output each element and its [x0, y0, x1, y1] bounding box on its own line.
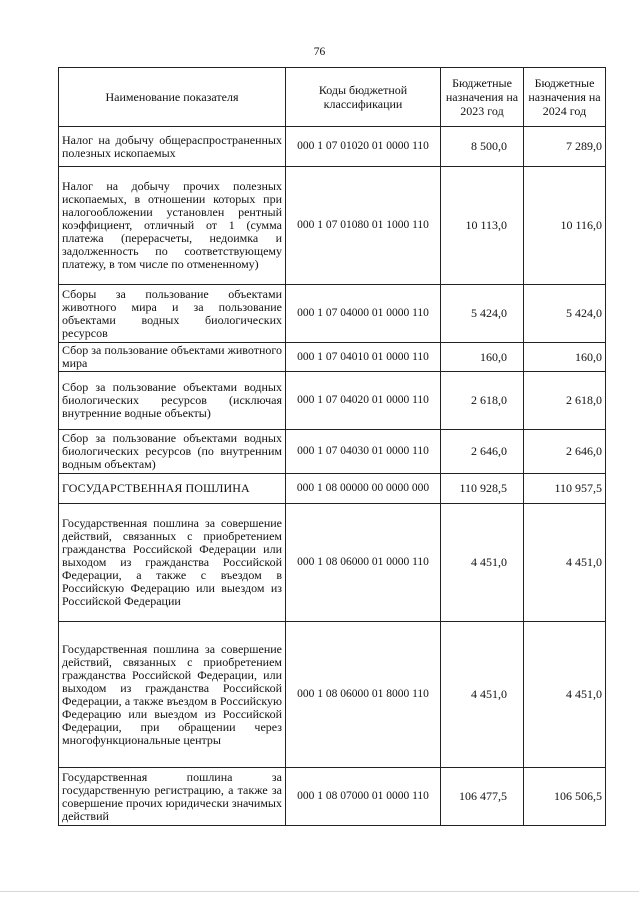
row-name: Государственная пошлина за совершение действий, связанных с приобретением гражданства Российской Федерации или выходом из гражданства Российской Федерации, а также с въездом в Российскую Федерацию или выездом из Российской Федерации — [59, 504, 286, 622]
row-value-2023: 5 424,0 — [441, 285, 524, 343]
row-value-2023: 106 477,5 — [441, 768, 524, 826]
table-row — [59, 127, 606, 167]
row-name: Государственная пошлина за совершение действий, связанных с приобретением гражданства Российской Федерации, или выходом из гражданства Российской Федерации, а также въездом в Российскую Федерацию или выездом из Российской Федерации, при обращении через многофункциональные центры — [59, 622, 286, 768]
page-number: 76 — [313, 46, 326, 58]
table-row — [59, 167, 606, 285]
row-value-2024: 2 646,0 — [524, 430, 606, 474]
row-code: 000 1 07 04000 01 0000 110 — [286, 285, 441, 343]
row-name: Сбор за пользование объектами водных биологических ресурсов (по внутренним водным объектам) — [59, 430, 286, 474]
row-value-2024: 4 451,0 — [524, 504, 606, 622]
row-name: Сборы за пользование объектами животного мира и за пользование объектами водных биологических ресурсов — [59, 285, 286, 343]
row-code: 000 1 07 01020 01 0000 110 — [286, 127, 441, 167]
row-code: 000 1 08 00000 00 0000 000 — [286, 474, 441, 504]
section-name: ГОСУДАРСТВЕННАЯ ПОШЛИНА — [59, 474, 286, 504]
table-row — [59, 622, 606, 768]
row-value-2023: 160,0 — [441, 343, 524, 372]
row-value-2023: 110 928,5 — [441, 474, 524, 504]
row-code: 000 1 08 07000 01 0000 110 — [286, 768, 441, 826]
page-bottom-divider — [0, 891, 639, 892]
row-code: 000 1 07 04020 01 0000 110 — [286, 372, 441, 430]
table-row — [59, 343, 606, 372]
row-name: Налог на добычу прочих полезных ископаемых, в отношении которых при налогообложении установлен рентный коэффициент, отличный от 1 (сумма платежа (перерасчеты, недоимка и задолженность по соответствующему платежу, в том числе по отмененному) — [59, 167, 286, 285]
row-name: Сбор за пользование объектами животного мира — [59, 343, 286, 372]
row-value-2024: 160,0 — [524, 343, 606, 372]
row-value-2023: 2 618,0 — [441, 372, 524, 430]
table-row — [59, 285, 606, 343]
row-code: 000 1 08 06000 01 0000 110 — [286, 504, 441, 622]
header-budget-2023: Бюджетные назначения на 2023 год — [441, 68, 524, 127]
table-row — [59, 504, 606, 622]
budget-table — [58, 67, 606, 826]
row-code: 000 1 07 04030 01 0000 110 — [286, 430, 441, 474]
table-row — [59, 430, 606, 474]
table-header-row — [59, 68, 606, 127]
header-budget-codes: Коды бюджетной классификации — [286, 68, 441, 127]
row-code: 000 1 07 04010 01 0000 110 — [286, 343, 441, 372]
row-value-2023: 8 500,0 — [441, 127, 524, 167]
row-value-2023: 10 113,0 — [441, 167, 524, 285]
row-value-2024: 110 957,5 — [524, 474, 606, 504]
row-name: Сбор за пользование объектами водных биологических ресурсов (исключая внутренние водные объекты) — [59, 372, 286, 430]
table-row — [59, 372, 606, 430]
table-row — [59, 768, 606, 826]
row-value-2023: 4 451,0 — [441, 504, 524, 622]
row-value-2024: 4 451,0 — [524, 622, 606, 768]
row-value-2024: 7 289,0 — [524, 127, 606, 167]
header-indicator-name: Наименование показателя — [59, 68, 286, 127]
row-value-2024: 106 506,5 — [524, 768, 606, 826]
row-value-2024: 2 618,0 — [524, 372, 606, 430]
row-name: Государственная пошлина за государственную регистрацию, а также за совершение прочих юридически значимых действий — [59, 768, 286, 826]
header-budget-2024: Бюджетные назначения на 2024 год — [524, 68, 606, 127]
row-code: 000 1 07 01080 01 1000 110 — [286, 167, 441, 285]
row-name: Налог на добычу общераспространенных полезных ископаемых — [59, 127, 286, 167]
row-code: 000 1 08 06000 01 8000 110 — [286, 622, 441, 768]
row-value-2024: 5 424,0 — [524, 285, 606, 343]
section-row — [59, 474, 606, 504]
row-value-2023: 2 646,0 — [441, 430, 524, 474]
row-value-2023: 4 451,0 — [441, 622, 524, 768]
row-value-2024: 10 116,0 — [524, 167, 606, 285]
